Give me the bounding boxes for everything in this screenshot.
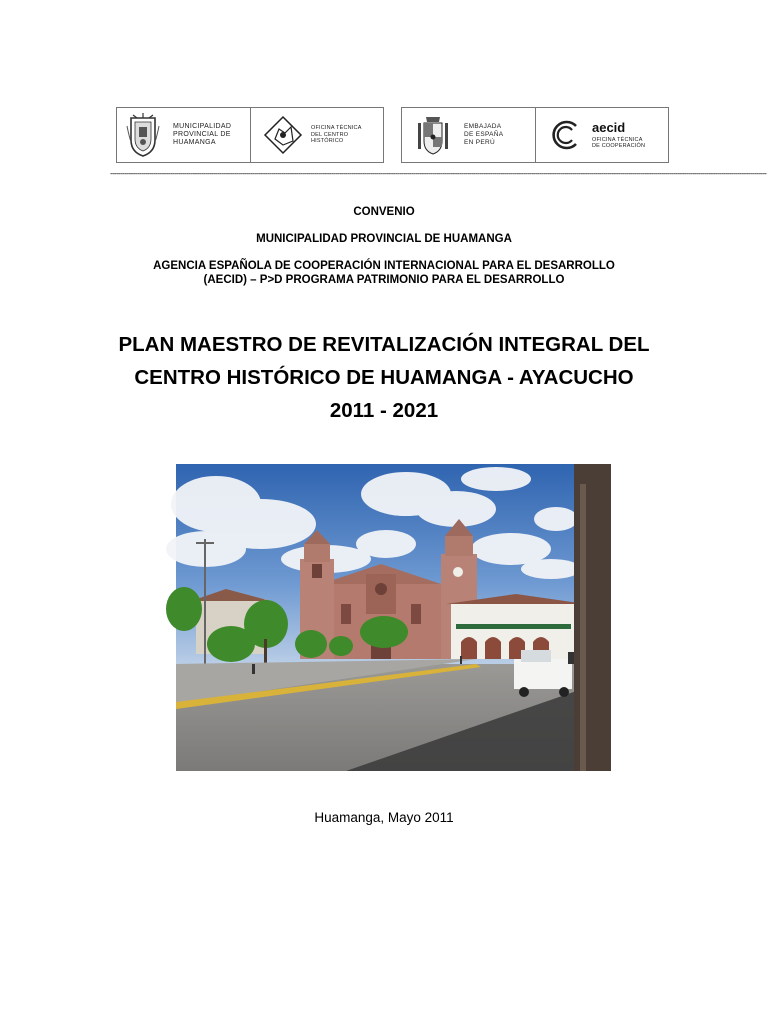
oficina-centro-logo — [250, 108, 383, 162]
place-date: Huamanga, Mayo 2011 — [314, 810, 454, 825]
right-logo-strip — [401, 107, 669, 163]
logo-line: OFICINA TÉCNICA — [591, 136, 643, 143]
plaza-cathedral-photo — [176, 464, 611, 771]
historic-center-emblem-icon — [263, 115, 303, 155]
aecid-logo — [535, 108, 668, 162]
embajada-logo — [402, 108, 535, 162]
coat-of-arms-icon — [125, 112, 161, 158]
logo-line: EN PERÚ — [464, 139, 495, 146]
logo-line: MUNICIPALIDAD — [173, 123, 232, 130]
aecid-subtitle — [592, 137, 645, 150]
oficina-centro-logo-text — [311, 125, 362, 145]
logo-line: DEL CENTRO — [310, 131, 349, 138]
document-title-years: 2011 - 2021 — [329, 399, 439, 422]
logo-line: PROVINCIAL DE — [173, 131, 231, 138]
municipalidad-logo — [117, 108, 250, 162]
document-title-line2: CENTRO HISTÓRICO DE HUAMANGA - AYACUCHO — [134, 366, 634, 389]
cover-photo — [176, 464, 611, 771]
logo-line: OFICINA TÉCNICA — [310, 125, 362, 132]
logo-line: HUAMANGA — [173, 139, 216, 146]
left-logo-strip — [116, 107, 384, 163]
embajada-logo-text — [464, 123, 503, 147]
logo-line: EMBAJADA — [464, 123, 502, 130]
agencia-heading-line1: AGENCIA ESPAÑOLA DE COOPERACIÓN INTERNACIONAL PARA EL DESARROLLO — [153, 260, 615, 272]
logo-line: DE ESPAÑA — [464, 131, 504, 138]
municipalidad-heading: MUNICIPALIDAD PROVINCIAL DE HUAMANGA — [256, 233, 512, 245]
aecid-name: aecid — [591, 119, 626, 135]
document-title-line1: PLAN MAESTRO DE REVITALIZACIÓN INTEGRAL DEL — [118, 333, 650, 356]
spain-coat-of-arms-icon — [414, 113, 452, 157]
municipalidad-logo-text — [173, 123, 231, 147]
aecid-logo-icon — [550, 119, 582, 151]
agencia-heading-line2: (AECID) – P>D PROGRAMA PATRIMONIO PARA EL DESARROLLO — [203, 274, 565, 286]
convenio-label: CONVENIO — [353, 206, 415, 218]
logo-line: HISTÓRICO — [310, 138, 344, 145]
logo-line: DE COOPERACIÓN — [591, 143, 646, 149]
header-divider: ------------------------------------------------------------------------------------------------------------------------------------------------------------------------------------------------------------------------------------------------------------------------------------------------------------------------------ — [110, 169, 767, 178]
aecid-logo-text — [592, 121, 645, 150]
